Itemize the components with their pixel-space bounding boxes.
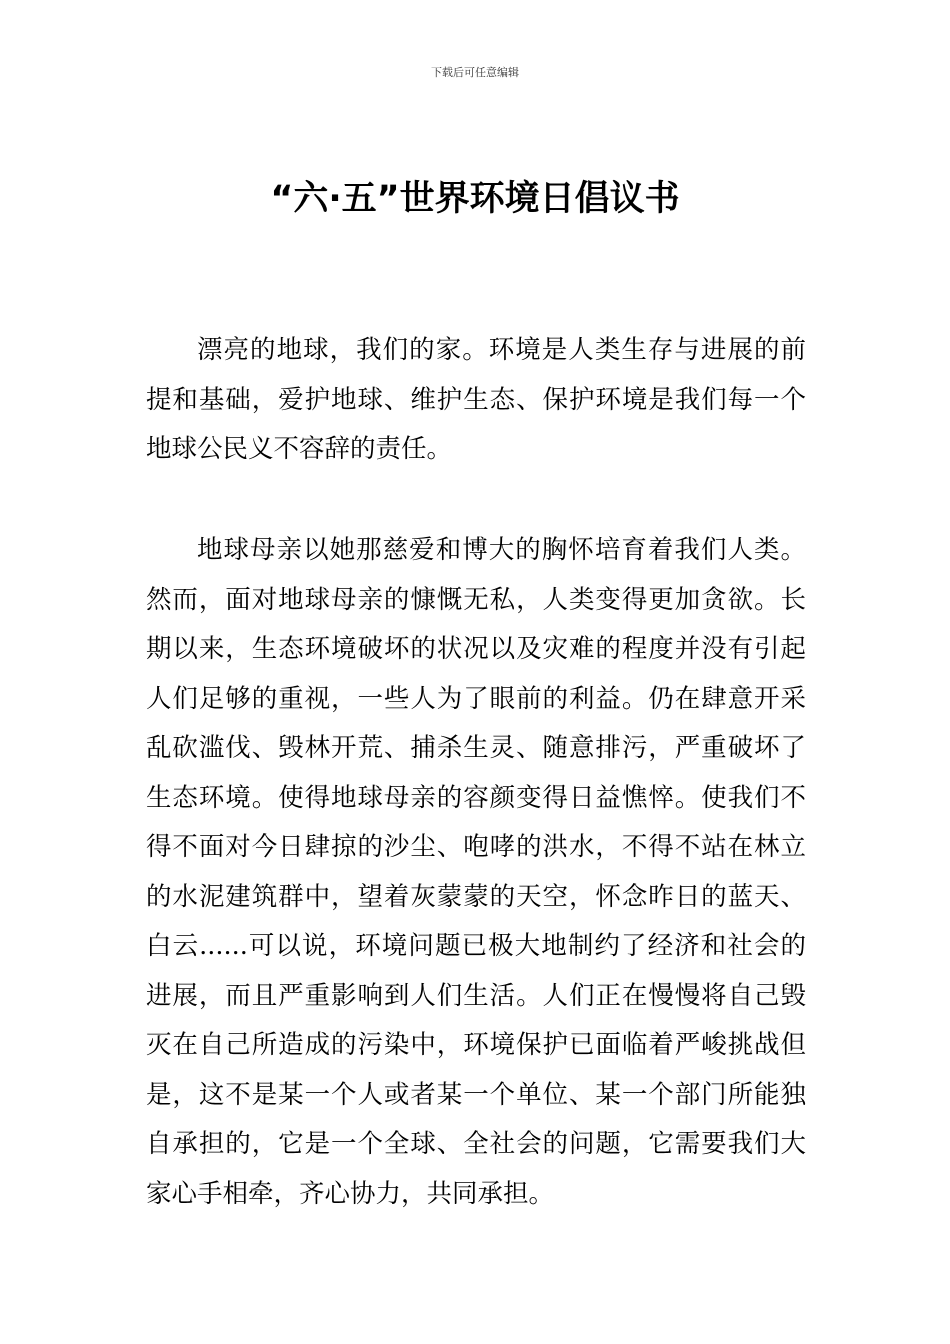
header-note: 下载后可任意编辑: [431, 66, 519, 79]
document-title: “六·五”世界环境日倡议书: [270, 179, 680, 219]
paragraph-2: 地球母亲以她那慈爱和博大的胸怀培育着我们人类。然而，面对地球母亲的慷慨无私，人类变得更加贪欲。长期以来，生态环境破坏的状况以及灾难的程度并没有引起人们足够的重视，一些人为了眼前的利益。仍在肆意开采乱砍滥伐、毁林开荒、捕杀生灵、随意排污，严重破坏了生态环境。使得地球母亲的容颜变得日益憔悴。使我们不得不面对今日肆掠的沙尘、咆哮的洪水，不得不站在林立的水泥建筑群中，望着灰蒙蒙的天空，怀念昨日的蓝天、白云......可以说，环境问题已极大地制约了经济和社会的进展，而且严重影响到人们生活。人们正在慢慢将自己毁灭在自己所造成的污染中，环境保护已面临着严峻挑战但是，这不是某一个人或者某一个单位、某一个部门所能独自承担的，它是一个全球、全社会的问题，它需要我们大家心手相牵，齐心协力，共同承担。: [146, 535, 806, 1209]
paragraph-1: 漂亮的地球，我们的家。环境是人类生存与进展的前提和基础，爱护地球、维护生态、保护环境是我们每一个地球公民义不容辞的责任。: [146, 335, 806, 464]
